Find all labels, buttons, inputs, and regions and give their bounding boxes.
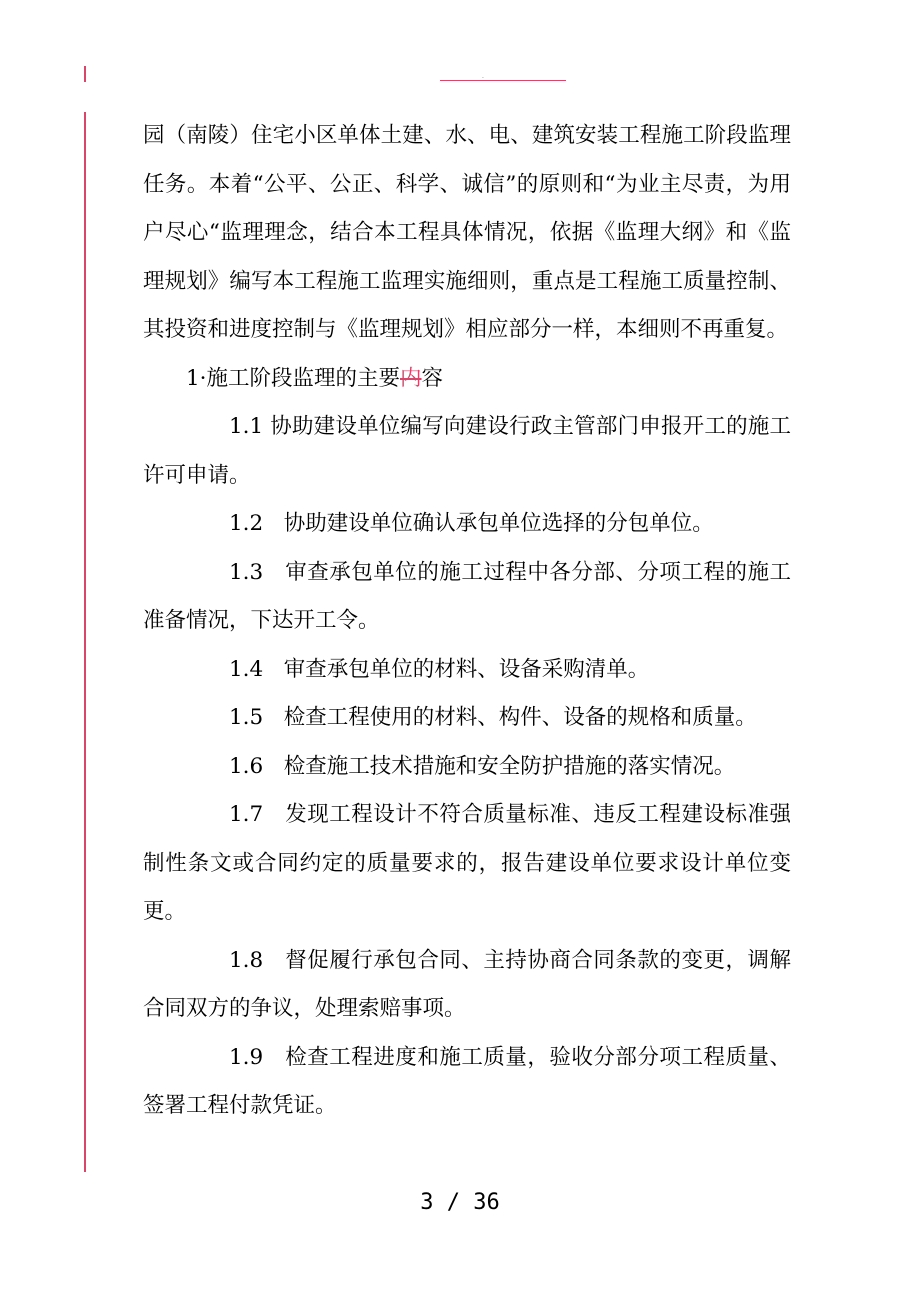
item-number: 1.6 bbox=[229, 753, 264, 779]
list-item-1-3 bbox=[143, 549, 791, 646]
page-number: 3 / 36 bbox=[420, 1190, 500, 1215]
item-text: 审查承包单位的材料、设备采购清单。 bbox=[283, 656, 650, 682]
item-number: 1.9 bbox=[229, 1044, 264, 1070]
item-text: 协助建设单位确认承包单位选择的分包单位。 bbox=[283, 511, 714, 536]
tracked-change-mark: 内 bbox=[400, 365, 422, 391]
margin-line bbox=[84, 112, 86, 1172]
list-item-1-1 bbox=[143, 403, 791, 500]
list-item-1-6 bbox=[143, 743, 791, 792]
item-number: 1.5 bbox=[229, 705, 264, 730]
document-body bbox=[143, 112, 791, 1131]
header-rule bbox=[440, 80, 566, 81]
item-text: 协助建设单位编写向建设行政主管部门申报开工的施工许可申请。 bbox=[143, 414, 791, 488]
item-number: 1.1 bbox=[229, 414, 264, 439]
item-text: 督促履行承包合同、主持协商合同条款的变更，调解合同双方的争议，处理索赔事项。 bbox=[143, 947, 791, 1021]
item-text: 检查工程使用的材料、构件、设备的规格和质量。 bbox=[283, 705, 757, 730]
list-item-1-5 bbox=[143, 694, 791, 743]
section-title bbox=[143, 355, 791, 404]
item-text: 审查承包单位的施工过程中各分部、分项工程的施工准备情况，下达开工令。 bbox=[143, 559, 791, 633]
header-dot: . bbox=[482, 73, 484, 80]
item-number: 1.3 bbox=[229, 559, 264, 585]
list-item-1-9 bbox=[143, 1034, 791, 1131]
item-text: 发现工程设计不符合质量标准、违反工程建设标准强制性条文或合同约定的质量要求的，报告建设单位要求设计单位变更。 bbox=[143, 802, 791, 924]
list-item-1-4 bbox=[143, 646, 791, 695]
item-number: 1.2 bbox=[229, 511, 264, 536]
list-item-1-8 bbox=[143, 937, 791, 1034]
item-text: 检查施工技术措施和安全防护措施的落实情况。 bbox=[283, 753, 736, 779]
list-item-1-7 bbox=[143, 791, 791, 937]
item-text: 检查工程进度和施工质量，验收分部分项工程质量、签署工程付款凭证。 bbox=[143, 1044, 791, 1118]
list-item-1-2 bbox=[143, 500, 791, 549]
intro-paragraph: 园（南陵）住宅小区单体土建、水、电、建筑安装工程施工阶段监理任务。本着“公平、公正、科学、诚信”的原则和“为业主尽责，为用户尽心“监理理念，结合本工程具体情况，依据《监理大纲》和《监理规划》编写本工程施工监理实施细则，重点是工程施工质量控制、其投资和进度控制与《监理规划》相应部分一样，本细则不再重复。 bbox=[143, 123, 791, 342]
margin-marker-top bbox=[84, 66, 86, 82]
item-number: 1.8 bbox=[229, 947, 264, 973]
item-number: 1.7 bbox=[229, 802, 264, 827]
section-title-tail: 容 bbox=[421, 365, 444, 391]
section-title-text: 1·施工阶段监理的主要 bbox=[186, 365, 401, 391]
item-number: 1.4 bbox=[229, 656, 264, 682]
